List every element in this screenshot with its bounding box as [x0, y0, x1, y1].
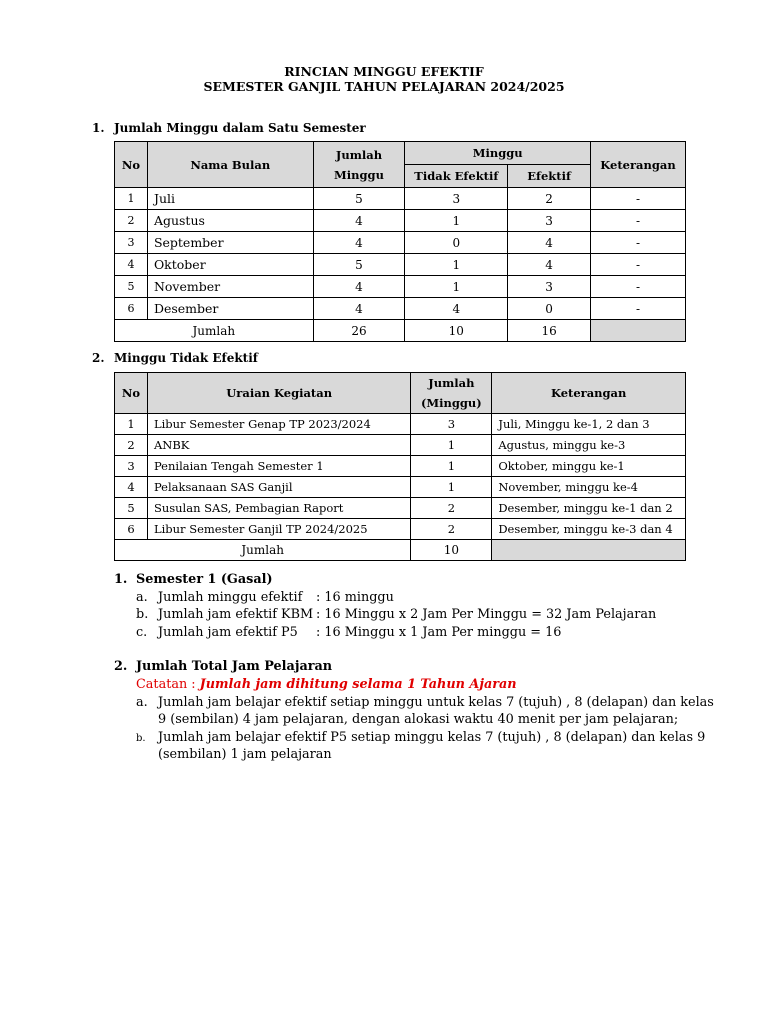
row-jumlah: 2 — [411, 519, 492, 540]
item-marker: a. — [136, 695, 148, 710]
table-row — [115, 456, 686, 477]
item-value: : 16 Minggu x 1 Jam Per minggu = 16 — [316, 625, 562, 640]
row-tidak-efektif: 1 — [405, 276, 508, 298]
table-row — [115, 276, 686, 298]
total-tidak-efektif: 10 — [405, 320, 508, 342]
table-minggu-tidak-efektif — [114, 372, 686, 561]
table-row — [115, 254, 686, 276]
table-row — [115, 519, 686, 540]
row-jumlah: 1 — [411, 435, 492, 456]
total-label: Jumlah — [115, 320, 314, 342]
row-efektif: 4 — [508, 254, 591, 276]
row-tidak-efektif: 4 — [405, 298, 508, 320]
row-keterangan: November, minggu ke-4 — [492, 477, 686, 498]
item-line1: Jumlah jam belajar efektif setiap minggu untuk kelas 7 (tujuh) , 8 (delapan) dan kelas — [158, 695, 714, 710]
row-jumlah: 5 — [313, 254, 405, 276]
row-no: 1 — [115, 188, 148, 210]
row-keterangan: Oktober, minggu ke-1 — [492, 456, 686, 477]
total-jam-number: 2. — [114, 659, 128, 674]
row-keterangan: - — [591, 210, 686, 232]
row-keterangan: Agustus, minggu ke-3 — [492, 435, 686, 456]
table-row — [115, 498, 686, 519]
doc-title-line1: RINCIAN MINGGU EFEKTIF — [284, 64, 484, 79]
row-jumlah: 4 — [313, 276, 405, 298]
total-jam-item-b — [136, 730, 705, 745]
row-uraian: Libur Semester Ganjil TP 2024/2025 — [147, 519, 410, 540]
semester-item-b — [136, 607, 656, 622]
header-no: No — [115, 142, 148, 188]
section1-heading — [92, 121, 366, 135]
row-tidak-efektif: 3 — [405, 188, 508, 210]
row-bulan: Oktober — [147, 254, 313, 276]
header2-jumlah: Jumlah (Minggu) — [411, 373, 492, 414]
section2-heading — [92, 351, 258, 365]
doc-title-line2: SEMESTER GANJIL TAHUN PELAJARAN 2024/2025 — [203, 79, 565, 94]
header-tidak-efektif: Tidak Efektif — [405, 165, 508, 188]
row-tidak-efektif: 1 — [405, 254, 508, 276]
row-no: 6 — [115, 298, 148, 320]
header2-uraian: Uraian Kegiatan — [147, 373, 410, 414]
item-line2: (sembilan) 1 jam pelajaran — [158, 747, 332, 762]
row-no: 5 — [115, 276, 148, 298]
row-efektif: 0 — [508, 298, 591, 320]
row-no: 6 — [115, 519, 148, 540]
section2-title: Minggu Tidak Efektif — [114, 351, 258, 365]
row-jumlah: 1 — [411, 456, 492, 477]
row-keterangan: - — [591, 298, 686, 320]
header2-keterangan: Keterangan — [492, 373, 686, 414]
total-jam-item-a — [136, 695, 714, 710]
semester-item-c — [136, 625, 561, 640]
total-jam-item-b-cont — [158, 747, 332, 762]
row-keterangan: Desember, minggu ke-1 dan 2 — [492, 498, 686, 519]
row-tidak-efektif: 0 — [405, 232, 508, 254]
row-efektif: 3 — [508, 210, 591, 232]
row-jumlah: 2 — [411, 498, 492, 519]
semester-number: 1. — [114, 572, 128, 587]
row-no: 4 — [115, 254, 148, 276]
row-efektif: 4 — [508, 232, 591, 254]
semester-title: Semester 1 (Gasal) — [136, 572, 273, 587]
total-jam-heading — [114, 659, 332, 674]
table-row — [115, 435, 686, 456]
header-efektif: Efektif — [508, 165, 591, 188]
row-jumlah: 4 — [313, 210, 405, 232]
row-no: 5 — [115, 498, 148, 519]
item-marker: b. — [136, 733, 146, 744]
table-row — [115, 298, 686, 320]
section1-title: Jumlah Minggu dalam Satu Semester — [114, 121, 366, 135]
row-keterangan: Desember, minggu ke-3 dan 4 — [492, 519, 686, 540]
row-jumlah: 1 — [411, 477, 492, 498]
table-total-row — [115, 320, 686, 342]
row-uraian: Penilaian Tengah Semester 1 — [147, 456, 410, 477]
row-no: 4 — [115, 477, 148, 498]
total2-jumlah: 10 — [411, 540, 492, 561]
row-jumlah: 3 — [411, 414, 492, 435]
item-marker: c. — [136, 625, 148, 640]
row-bulan: Desember — [147, 298, 313, 320]
item-line1: Jumlah jam belajar efektif P5 setiap minggu kelas 7 (tujuh) , 8 (delapan) dan kelas 9 — [158, 730, 706, 745]
row-uraian: Libur Semester Genap TP 2023/2024 — [147, 414, 410, 435]
section2-number: 2. — [92, 351, 105, 365]
item-label: Jumlah jam efektif P5 — [158, 625, 298, 640]
table-row — [115, 232, 686, 254]
row-bulan: November — [147, 276, 313, 298]
section1-number: 1. — [92, 121, 105, 135]
total-jumlah: 26 — [313, 320, 405, 342]
header-nama-bulan: Nama Bulan — [147, 142, 313, 188]
row-efektif: 3 — [508, 276, 591, 298]
row-no: 2 — [115, 435, 148, 456]
catatan-text: Jumlah jam dihitung selama 1 Tahun Ajaran — [199, 677, 517, 692]
semester-item-a — [136, 590, 394, 605]
row-bulan: Juli — [147, 188, 313, 210]
row-uraian: Pelaksanaan SAS Ganjil — [147, 477, 410, 498]
item-value: : 16 minggu — [316, 590, 394, 605]
row-efektif: 2 — [508, 188, 591, 210]
row-no: 2 — [115, 210, 148, 232]
row-jumlah: 5 — [313, 188, 405, 210]
row-uraian: ANBK — [147, 435, 410, 456]
row-jumlah: 4 — [313, 232, 405, 254]
header-jumlah-minggu: Jumlah Minggu — [313, 142, 405, 188]
table-minggu-semester — [114, 141, 686, 342]
total-jam-title: Jumlah Total Jam Pelajaran — [136, 659, 333, 674]
row-no: 1 — [115, 414, 148, 435]
row-bulan: September — [147, 232, 313, 254]
row-jumlah: 4 — [313, 298, 405, 320]
item-line2: 9 (sembilan) 4 jam pelajaran, dengan alokasi waktu 40 menit per jam pelajaran; — [158, 712, 679, 727]
item-marker: b. — [136, 607, 149, 622]
item-label: Jumlah minggu efektif — [158, 590, 303, 605]
catatan-label: Catatan : — [136, 677, 200, 692]
row-keterangan: - — [591, 254, 686, 276]
row-bulan: Agustus — [147, 210, 313, 232]
row-uraian: Susulan SAS, Pembagian Raport — [147, 498, 410, 519]
item-value: : 16 Minggu x 2 Jam Per Minggu = 32 Jam Pelajaran — [316, 607, 657, 622]
total2-label: Jumlah — [115, 540, 411, 561]
row-keterangan: - — [591, 276, 686, 298]
row-keterangan: - — [591, 232, 686, 254]
row-tidak-efektif: 1 — [405, 210, 508, 232]
total2-keterangan-empty — [492, 540, 686, 561]
item-marker: a. — [136, 590, 148, 605]
header-keterangan: Keterangan — [591, 142, 686, 188]
row-keterangan: Juli, Minggu ke-1, 2 dan 3 — [492, 414, 686, 435]
total-keterangan-empty — [591, 320, 686, 342]
table-row — [115, 188, 686, 210]
total-efektif: 16 — [508, 320, 591, 342]
row-no: 3 — [115, 456, 148, 477]
header2-no: No — [115, 373, 148, 414]
total-jam-item-a-cont — [158, 712, 678, 727]
row-keterangan: - — [591, 188, 686, 210]
header-minggu: Minggu — [405, 142, 591, 165]
catatan — [136, 677, 517, 692]
table-row — [115, 414, 686, 435]
row-no: 3 — [115, 232, 148, 254]
table-row — [115, 477, 686, 498]
semester-heading — [114, 572, 273, 587]
table2-total-row — [115, 540, 686, 561]
item-label: Jumlah jam efektif KBM — [158, 607, 314, 622]
table-row — [115, 210, 686, 232]
